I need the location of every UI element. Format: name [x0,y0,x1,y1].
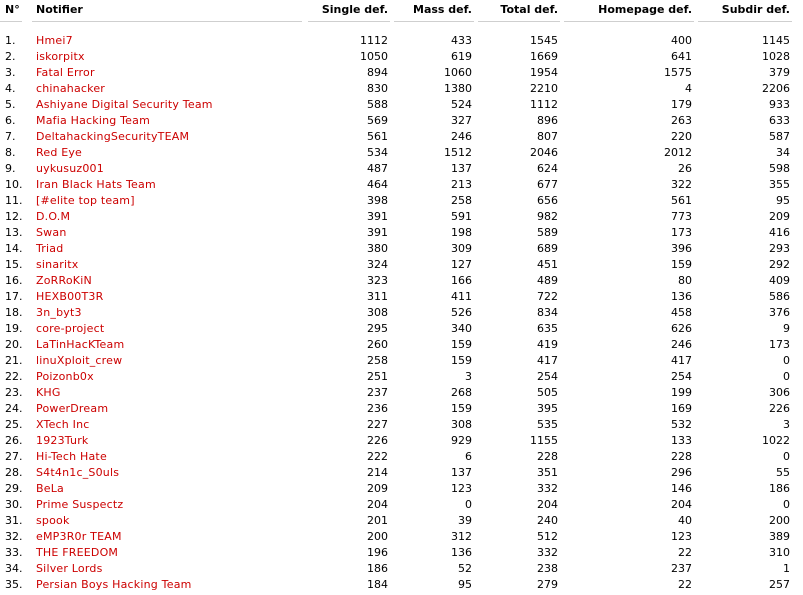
header-divider [564,21,694,22]
table-row [0,337,803,353]
mass-def-value: 1380 [444,82,472,95]
homepage-def-value: 532 [671,418,692,431]
homepage-def-value: 26 [678,162,692,175]
homepage-def-value: 173 [671,226,692,239]
row-number: 13. [5,226,23,239]
table-row [0,369,803,385]
notifier-link[interactable]: Triad [36,242,64,255]
mass-def-value: 198 [451,226,472,239]
subdir-def-value: 586 [769,290,790,303]
total-def-value: 689 [537,242,558,255]
table-row [0,385,803,401]
total-def-value: 1545 [530,34,558,47]
table-row [0,49,803,65]
homepage-def-value: 417 [671,354,692,367]
single-def-value: 209 [367,482,388,495]
mass-def-value: 433 [451,34,472,47]
total-def-value: 332 [537,482,558,495]
total-def-value: 2046 [530,146,558,159]
subdir-def-value: 0 [783,370,790,383]
notifier-link[interactable]: Silver Lords [36,562,103,575]
row-number: 26. [5,434,23,447]
mass-def-value: 246 [451,130,472,143]
subdir-def-value: 292 [769,258,790,271]
notifier-table-body [0,33,803,593]
table-row [0,545,803,561]
mass-def-value: 526 [451,306,472,319]
subdir-def-value: 186 [769,482,790,495]
notifier-link[interactable]: THE FREEDOM [36,546,119,559]
table-row [0,289,803,305]
homepage-def-value: 641 [671,50,692,63]
header-divider [698,21,792,22]
mass-def-value: 309 [451,242,472,255]
header-divider [478,21,560,22]
subdir-def-value: 1028 [762,50,790,63]
total-def-value: 351 [537,466,558,479]
homepage-def-value: 458 [671,306,692,319]
homepage-def-value: 296 [671,466,692,479]
notifier-link[interactable]: Red Eye [36,146,83,159]
row-number: 10. [5,178,23,191]
header-subdir-def: Subdir def. [721,3,790,16]
row-number: 18. [5,306,23,319]
total-def-value: 807 [537,130,558,143]
total-def-value: 1112 [530,98,558,111]
subdir-def-value: 0 [783,498,790,511]
subdir-def-value: 409 [769,274,790,287]
single-def-value: 391 [367,226,388,239]
notifier-link[interactable]: chinahacker [36,82,106,95]
subdir-def-value: 306 [769,386,790,399]
header-homepage-def: Homepage def. [598,3,692,16]
single-def-value: 237 [367,386,388,399]
homepage-def-value: 123 [671,530,692,543]
mass-def-value: 213 [451,178,472,191]
row-number: 3. [5,66,16,79]
mass-def-value: 123 [451,482,472,495]
single-def-value: 588 [367,98,388,111]
notifier-link[interactable]: ZoRRoKiN [36,274,92,287]
single-def-value: 200 [367,530,388,543]
mass-def-value: 137 [451,466,472,479]
homepage-def-value: 204 [671,498,692,511]
subdir-def-value: 416 [769,226,790,239]
total-def-value: 656 [537,194,558,207]
row-number: 16. [5,274,23,287]
subdir-def-value: 34 [776,146,790,159]
header-number: N° [5,3,20,16]
table-row [0,513,803,529]
homepage-def-value: 159 [671,258,692,271]
subdir-def-value: 95 [776,194,790,207]
table-row [0,161,803,177]
single-def-value: 311 [367,290,388,303]
row-number: 2. [5,50,16,63]
notifier-link[interactable]: Persian Boys Hacking Team [36,578,192,591]
mass-def-value: 308 [451,418,472,431]
subdir-def-value: 355 [769,178,790,191]
homepage-def-value: 220 [671,130,692,143]
subdir-def-value: 933 [769,98,790,111]
homepage-def-value: 199 [671,386,692,399]
subdir-def-value: 257 [769,578,790,591]
homepage-def-value: 626 [671,322,692,335]
row-number: 29. [5,482,23,495]
total-def-value: 1954 [530,66,558,79]
notifier-link[interactable]: [#elite top team] [36,194,135,207]
table-row [0,417,803,433]
homepage-def-value: 1575 [664,66,692,79]
total-def-value: 834 [537,306,558,319]
row-number: 22. [5,370,23,383]
table-row [0,209,803,225]
total-def-value: 419 [537,338,558,351]
total-def-value: 505 [537,386,558,399]
table-row [0,81,803,97]
mass-def-value: 159 [451,354,472,367]
mass-def-value: 3 [465,370,472,383]
row-number: 32. [5,530,23,543]
subdir-def-value: 587 [769,130,790,143]
notifier-link[interactable]: PowerDream [36,402,109,415]
notifier-link[interactable]: D.O.M [36,210,71,223]
single-def-value: 894 [367,66,388,79]
notifier-link[interactable]: core-project [36,322,105,335]
homepage-def-value: 237 [671,562,692,575]
subdir-def-value: 3 [783,418,790,431]
subdir-def-value: 0 [783,354,790,367]
header-divider [394,21,474,22]
single-def-value: 258 [367,354,388,367]
homepage-def-value: 136 [671,290,692,303]
total-def-value: 451 [537,258,558,271]
row-number: 33. [5,546,23,559]
mass-def-value: 591 [451,210,472,223]
subdir-def-value: 293 [769,242,790,255]
single-def-value: 487 [367,162,388,175]
mass-def-value: 0 [465,498,472,511]
table-row [0,561,803,577]
table-row [0,529,803,545]
notifier-link[interactable]: LaTinHacKTeam [36,338,125,351]
subdir-def-value: 55 [776,466,790,479]
mass-def-value: 39 [458,514,472,527]
notifier-link[interactable]: iskorpitx [36,50,85,63]
subdir-def-value: 633 [769,114,790,127]
homepage-def-value: 773 [671,210,692,223]
total-def-value: 896 [537,114,558,127]
row-number: 7. [5,130,16,143]
notifier-link[interactable]: sinaritx [36,258,79,271]
subdir-def-value: 173 [769,338,790,351]
table-row [0,465,803,481]
notifier-link[interactable]: spook [36,514,70,527]
single-def-value: 222 [367,450,388,463]
row-number: 21. [5,354,23,367]
total-def-value: 982 [537,210,558,223]
total-def-value: 624 [537,162,558,175]
table-row [0,401,803,417]
homepage-def-value: 246 [671,338,692,351]
single-def-value: 534 [367,146,388,159]
notifier-link[interactable]: Iran Black Hats Team [36,178,156,191]
notifier-link[interactable]: Fatal Error [36,66,95,79]
total-def-value: 635 [537,322,558,335]
mass-def-value: 340 [451,322,472,335]
homepage-def-value: 80 [678,274,692,287]
notifier-link[interactable]: Swan [36,226,67,239]
notifier-link[interactable]: uykusuz001 [36,162,104,175]
single-def-value: 380 [367,242,388,255]
header-divider [308,21,390,22]
homepage-def-value: 228 [671,450,692,463]
mass-def-value: 137 [451,162,472,175]
table-header [0,0,803,22]
row-number: 5. [5,98,16,111]
subdir-def-value: 9 [783,322,790,335]
header-divider [0,21,22,22]
mass-def-value: 524 [451,98,472,111]
notifier-link[interactable]: Poizonb0x [36,370,94,383]
mass-def-value: 159 [451,338,472,351]
subdir-def-value: 0 [783,450,790,463]
row-number: 25. [5,418,23,431]
notifier-link[interactable]: S4t4n1c_S0uls [36,466,120,479]
single-def-value: 251 [367,370,388,383]
row-number: 31. [5,514,23,527]
single-def-value: 295 [367,322,388,335]
row-number: 9. [5,162,16,175]
table-row [0,241,803,257]
single-def-value: 227 [367,418,388,431]
row-number: 8. [5,146,16,159]
single-def-value: 1112 [360,34,388,47]
notifier-link[interactable]: Hmei7 [36,34,73,47]
homepage-def-value: 561 [671,194,692,207]
notifier-link[interactable]: DeltahackingSecurityTEAM [36,130,190,143]
single-def-value: 308 [367,306,388,319]
row-number: 6. [5,114,16,127]
header-notifier: Notifier [36,3,83,16]
row-number: 12. [5,210,23,223]
notifier-link[interactable]: XTech Inc [36,418,90,431]
mass-def-value: 929 [451,434,472,447]
subdir-def-value: 598 [769,162,790,175]
header-divider [32,21,302,22]
single-def-value: 214 [367,466,388,479]
single-def-value: 561 [367,130,388,143]
subdir-def-value: 379 [769,66,790,79]
single-def-value: 201 [367,514,388,527]
row-number: 19. [5,322,23,335]
header-mass-def: Mass def. [413,3,472,16]
single-def-value: 226 [367,434,388,447]
subdir-def-value: 389 [769,530,790,543]
mass-def-value: 327 [451,114,472,127]
total-def-value: 535 [537,418,558,431]
homepage-def-value: 396 [671,242,692,255]
row-number: 14. [5,242,23,255]
notifier-link[interactable]: eMP3R0r TEAM [36,530,122,543]
homepage-def-value: 146 [671,482,692,495]
subdir-def-value: 376 [769,306,790,319]
single-def-value: 398 [367,194,388,207]
homepage-def-value: 4 [685,82,692,95]
notifier-link[interactable]: KHG [36,386,61,399]
notifier-link[interactable]: Mafia Hacking Team [36,114,151,127]
notifier-link[interactable]: 1923Turk [36,434,89,447]
notifier-link[interactable]: Ashiyane Digital Security Team [36,98,213,111]
row-number: 34. [5,562,23,575]
homepage-def-value: 22 [678,546,692,559]
total-def-value: 279 [537,578,558,591]
header-total-def: Total def. [500,3,558,16]
mass-def-value: 619 [451,50,472,63]
header-single-def: Single def. [321,3,388,16]
total-def-value: 1669 [530,50,558,63]
table-row [0,577,803,593]
row-number: 24. [5,402,23,415]
table-row [0,321,803,337]
total-def-value: 228 [537,450,558,463]
subdir-def-value: 310 [769,546,790,559]
single-def-value: 323 [367,274,388,287]
homepage-def-value: 322 [671,178,692,191]
subdir-def-value: 209 [769,210,790,223]
notifier-link[interactable]: BeLa [36,482,64,495]
table-row [0,497,803,513]
table-row [0,273,803,289]
total-def-value: 417 [537,354,558,367]
mass-def-value: 159 [451,402,472,415]
mass-def-value: 136 [451,546,472,559]
table-row [0,97,803,113]
total-def-value: 238 [537,562,558,575]
row-number: 4. [5,82,16,95]
single-def-value: 196 [367,546,388,559]
table-row [0,257,803,273]
subdir-def-value: 200 [769,514,790,527]
mass-def-value: 411 [451,290,472,303]
total-def-value: 1155 [530,434,558,447]
single-def-value: 1050 [360,50,388,63]
mass-def-value: 166 [451,274,472,287]
subdir-def-value: 2206 [762,82,790,95]
total-def-value: 395 [537,402,558,415]
notifier-link[interactable]: HEXB00T3R [36,290,104,303]
single-def-value: 569 [367,114,388,127]
row-number: 27. [5,450,23,463]
subdir-def-value: 1 [783,562,790,575]
mass-def-value: 258 [451,194,472,207]
table-row [0,353,803,369]
homepage-def-value: 169 [671,402,692,415]
total-def-value: 332 [537,546,558,559]
table-row [0,225,803,241]
total-def-value: 254 [537,370,558,383]
total-def-value: 589 [537,226,558,239]
row-number: 15. [5,258,23,271]
mass-def-value: 312 [451,530,472,543]
row-number: 11. [5,194,23,207]
total-def-value: 512 [537,530,558,543]
single-def-value: 324 [367,258,388,271]
total-def-value: 204 [537,498,558,511]
homepage-def-value: 133 [671,434,692,447]
row-number: 20. [5,338,23,351]
row-number: 30. [5,498,23,511]
homepage-def-value: 2012 [664,146,692,159]
table-row [0,177,803,193]
single-def-value: 830 [367,82,388,95]
table-row [0,113,803,129]
table-row [0,145,803,161]
homepage-def-value: 263 [671,114,692,127]
homepage-def-value: 179 [671,98,692,111]
single-def-value: 236 [367,402,388,415]
row-number: 17. [5,290,23,303]
total-def-value: 489 [537,274,558,287]
table-row [0,449,803,465]
total-def-value: 677 [537,178,558,191]
row-number: 35. [5,578,23,591]
notifier-link[interactable]: Prime Suspectz [36,498,124,511]
homepage-def-value: 40 [678,514,692,527]
mass-def-value: 268 [451,386,472,399]
single-def-value: 260 [367,338,388,351]
single-def-value: 184 [367,578,388,591]
total-def-value: 240 [537,514,558,527]
homepage-def-value: 254 [671,370,692,383]
single-def-value: 186 [367,562,388,575]
homepage-def-value: 400 [671,34,692,47]
row-number: 23. [5,386,23,399]
mass-def-value: 1060 [444,66,472,79]
notifier-link[interactable]: 3n_byt3 [36,306,82,319]
total-def-value: 722 [537,290,558,303]
row-number: 1. [5,34,16,47]
subdir-def-value: 226 [769,402,790,415]
notifier-link[interactable]: linuXploit_crew [36,354,123,367]
notifier-link[interactable]: Hi-Tech Hate [36,450,107,463]
mass-def-value: 1512 [444,146,472,159]
row-number: 28. [5,466,23,479]
table-row [0,65,803,81]
table-row [0,433,803,449]
single-def-value: 391 [367,210,388,223]
single-def-value: 464 [367,178,388,191]
subdir-def-value: 1022 [762,434,790,447]
table-row [0,305,803,321]
mass-def-value: 6 [465,450,472,463]
mass-def-value: 95 [458,578,472,591]
subdir-def-value: 1145 [762,34,790,47]
mass-def-value: 127 [451,258,472,271]
total-def-value: 2210 [530,82,558,95]
table-row [0,193,803,209]
table-row [0,33,803,49]
table-row [0,481,803,497]
mass-def-value: 52 [458,562,472,575]
single-def-value: 204 [367,498,388,511]
homepage-def-value: 22 [678,578,692,591]
table-row [0,129,803,145]
